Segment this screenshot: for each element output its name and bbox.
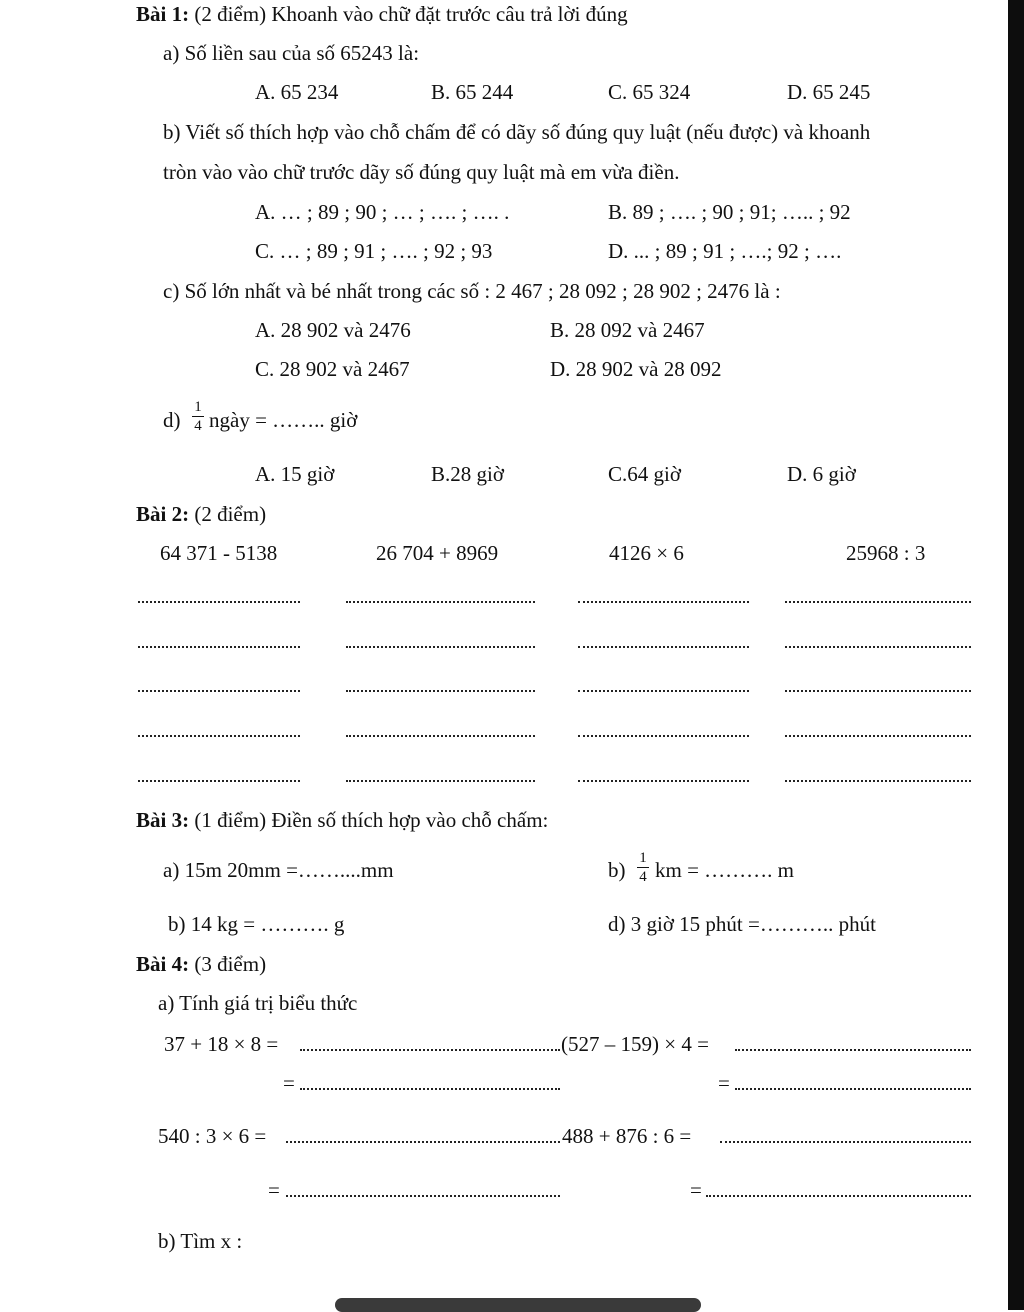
bai1a-option-a: A. 65 234 (255, 80, 339, 104)
fraction-bar (637, 867, 649, 868)
answer-line (578, 690, 749, 692)
bai1c-option-a: A. 28 902 và 2476 (255, 318, 411, 342)
bai1a-option-d: D. 65 245 (787, 80, 871, 104)
bai1-heading (136, 2, 628, 26)
bai3b-fraction (637, 850, 649, 885)
bai4-expr-1: 37 + 18 × 8 = (164, 1032, 279, 1056)
bai2-problem-1: 64 371 - 5138 (160, 541, 278, 565)
bai2-problem-4: 25968 : 3 (846, 541, 926, 565)
answer-line (138, 780, 300, 782)
bai3b-frac-num: 1 (639, 850, 647, 866)
answer-line (706, 1195, 971, 1197)
answer-line (286, 1195, 560, 1197)
answer-line (785, 780, 971, 782)
answer-line (300, 1088, 560, 1090)
bai1b-question-line1: b) Viết số thích hợp vào chỗ chấm để có dãy số đúng quy luật (nếu được) và khoanh (163, 120, 871, 144)
answer-line (138, 601, 300, 603)
bai3-item-b-text: km = ………. m (655, 858, 795, 882)
answer-line (346, 690, 535, 692)
bai2-problem-2: 26 704 + 8969 (376, 541, 499, 565)
bai1-title: Bài 1: (136, 2, 190, 26)
bai2-desc: (2 điểm) (194, 502, 267, 526)
bai1b-option-d: D. ... ; 89 ; 91 ; ….; 92 ; …. (608, 239, 842, 263)
answer-line (578, 780, 749, 782)
bai1d-option-c: C.64 giờ (608, 462, 681, 486)
bai1c-option-b: B. 28 092 và 2467 (550, 318, 705, 342)
bai4-eq-3: = (268, 1178, 280, 1202)
bai4-expr-2: (527 – 159) × 4 = (561, 1032, 709, 1056)
bai4-title: Bài 4: (136, 952, 190, 976)
bai3-desc: (1 điểm) Điền số thích hợp vào chỗ chấm: (194, 808, 549, 832)
bai3-title: Bài 3: (136, 808, 190, 832)
answer-line (785, 735, 971, 737)
bai1a-option-b: B. 65 244 (431, 80, 514, 104)
bai1-desc: (2 điểm) Khoanh vào chữ đặt trước câu trả lời đúng (194, 2, 628, 26)
bai1d-frac-den: 4 (194, 418, 202, 434)
bai4-b-title: b) Tìm x : (158, 1229, 243, 1253)
bai3-item-b-label: b) (608, 858, 626, 882)
bai4-expr-3: 540 : 3 × 6 = (158, 1124, 267, 1148)
answer-line (720, 1141, 971, 1143)
bai4-a-title: a) Tính giá trị biểu thức (158, 991, 358, 1015)
bai1b-option-c: C. … ; 89 ; 91 ; …. ; 92 ; 93 (255, 239, 493, 263)
bai2-problem-3: 4126 × 6 (609, 541, 684, 565)
answer-line (346, 735, 535, 737)
answer-line (346, 601, 535, 603)
bai4-heading (136, 952, 266, 976)
bai4-expr-4: 488 + 876 : 6 = (562, 1124, 692, 1148)
bai2-heading (136, 502, 266, 526)
answer-line (138, 735, 300, 737)
bai1b-option-b: B. 89 ; …. ; 90 ; 91; ….. ; 92 (608, 200, 851, 224)
bai1c-option-d: D. 28 902 và 28 092 (550, 357, 722, 381)
bai4-eq-4: = (690, 1178, 702, 1202)
bai4-eq-1: = (283, 1071, 295, 1095)
bai3-item-a: a) 15m 20mm =……....mm (163, 858, 394, 882)
bai1d-frac-num: 1 (194, 399, 202, 415)
answer-line (578, 601, 749, 603)
bai1a-option-c: C. 65 324 (608, 80, 691, 104)
bai1d-option-a: A. 15 giờ (255, 462, 335, 486)
bai4-desc: (3 điểm) (194, 952, 267, 976)
answer-line (735, 1088, 971, 1090)
bai1b-option-a: A. … ; 89 ; 90 ; … ; …. ; …. . (255, 200, 510, 224)
fraction-bar (192, 416, 204, 417)
bai1c-question: c) Số lớn nhất và bé nhất trong các số : 2 467 ; 28 092 ; 28 902 ; 2476 là : (163, 279, 781, 303)
bai1d-fraction (192, 399, 204, 434)
answer-line (346, 780, 535, 782)
bai4-eq-2: = (718, 1071, 730, 1095)
bai1a-question: a) Số liền sau của số 65243 là: (163, 41, 420, 65)
answer-line (578, 735, 749, 737)
answer-line (138, 690, 300, 692)
bai3-heading (136, 808, 548, 832)
bai3-item-d: d) 3 giờ 15 phút =……….. phút (608, 912, 876, 936)
answer-line (785, 646, 971, 648)
screen-edge-bar (1008, 0, 1024, 1310)
bai2-title: Bài 2: (136, 502, 190, 526)
bai1c-option-c: C. 28 902 và 2467 (255, 357, 410, 381)
bai1b-question-line2: tròn vào vào chữ trước dãy số đúng quy luật mà em vừa điền. (163, 160, 680, 184)
bai1d-option-b: B.28 giờ (431, 462, 504, 486)
bai3-item-c: b) 14 kg = ………. g (168, 912, 345, 936)
answer-line (346, 646, 535, 648)
answer-line (286, 1141, 560, 1143)
answer-line (785, 690, 971, 692)
answer-line (300, 1049, 560, 1051)
bai3b-frac-den: 4 (639, 869, 647, 885)
bai1d-label: d) (163, 408, 181, 432)
answer-line (785, 601, 971, 603)
bai1d-option-d: D. 6 giờ (787, 462, 856, 486)
answer-line (735, 1049, 971, 1051)
answer-line (578, 646, 749, 648)
bai1d-question: ngày = …….. giờ (209, 408, 358, 432)
answer-line (138, 646, 300, 648)
